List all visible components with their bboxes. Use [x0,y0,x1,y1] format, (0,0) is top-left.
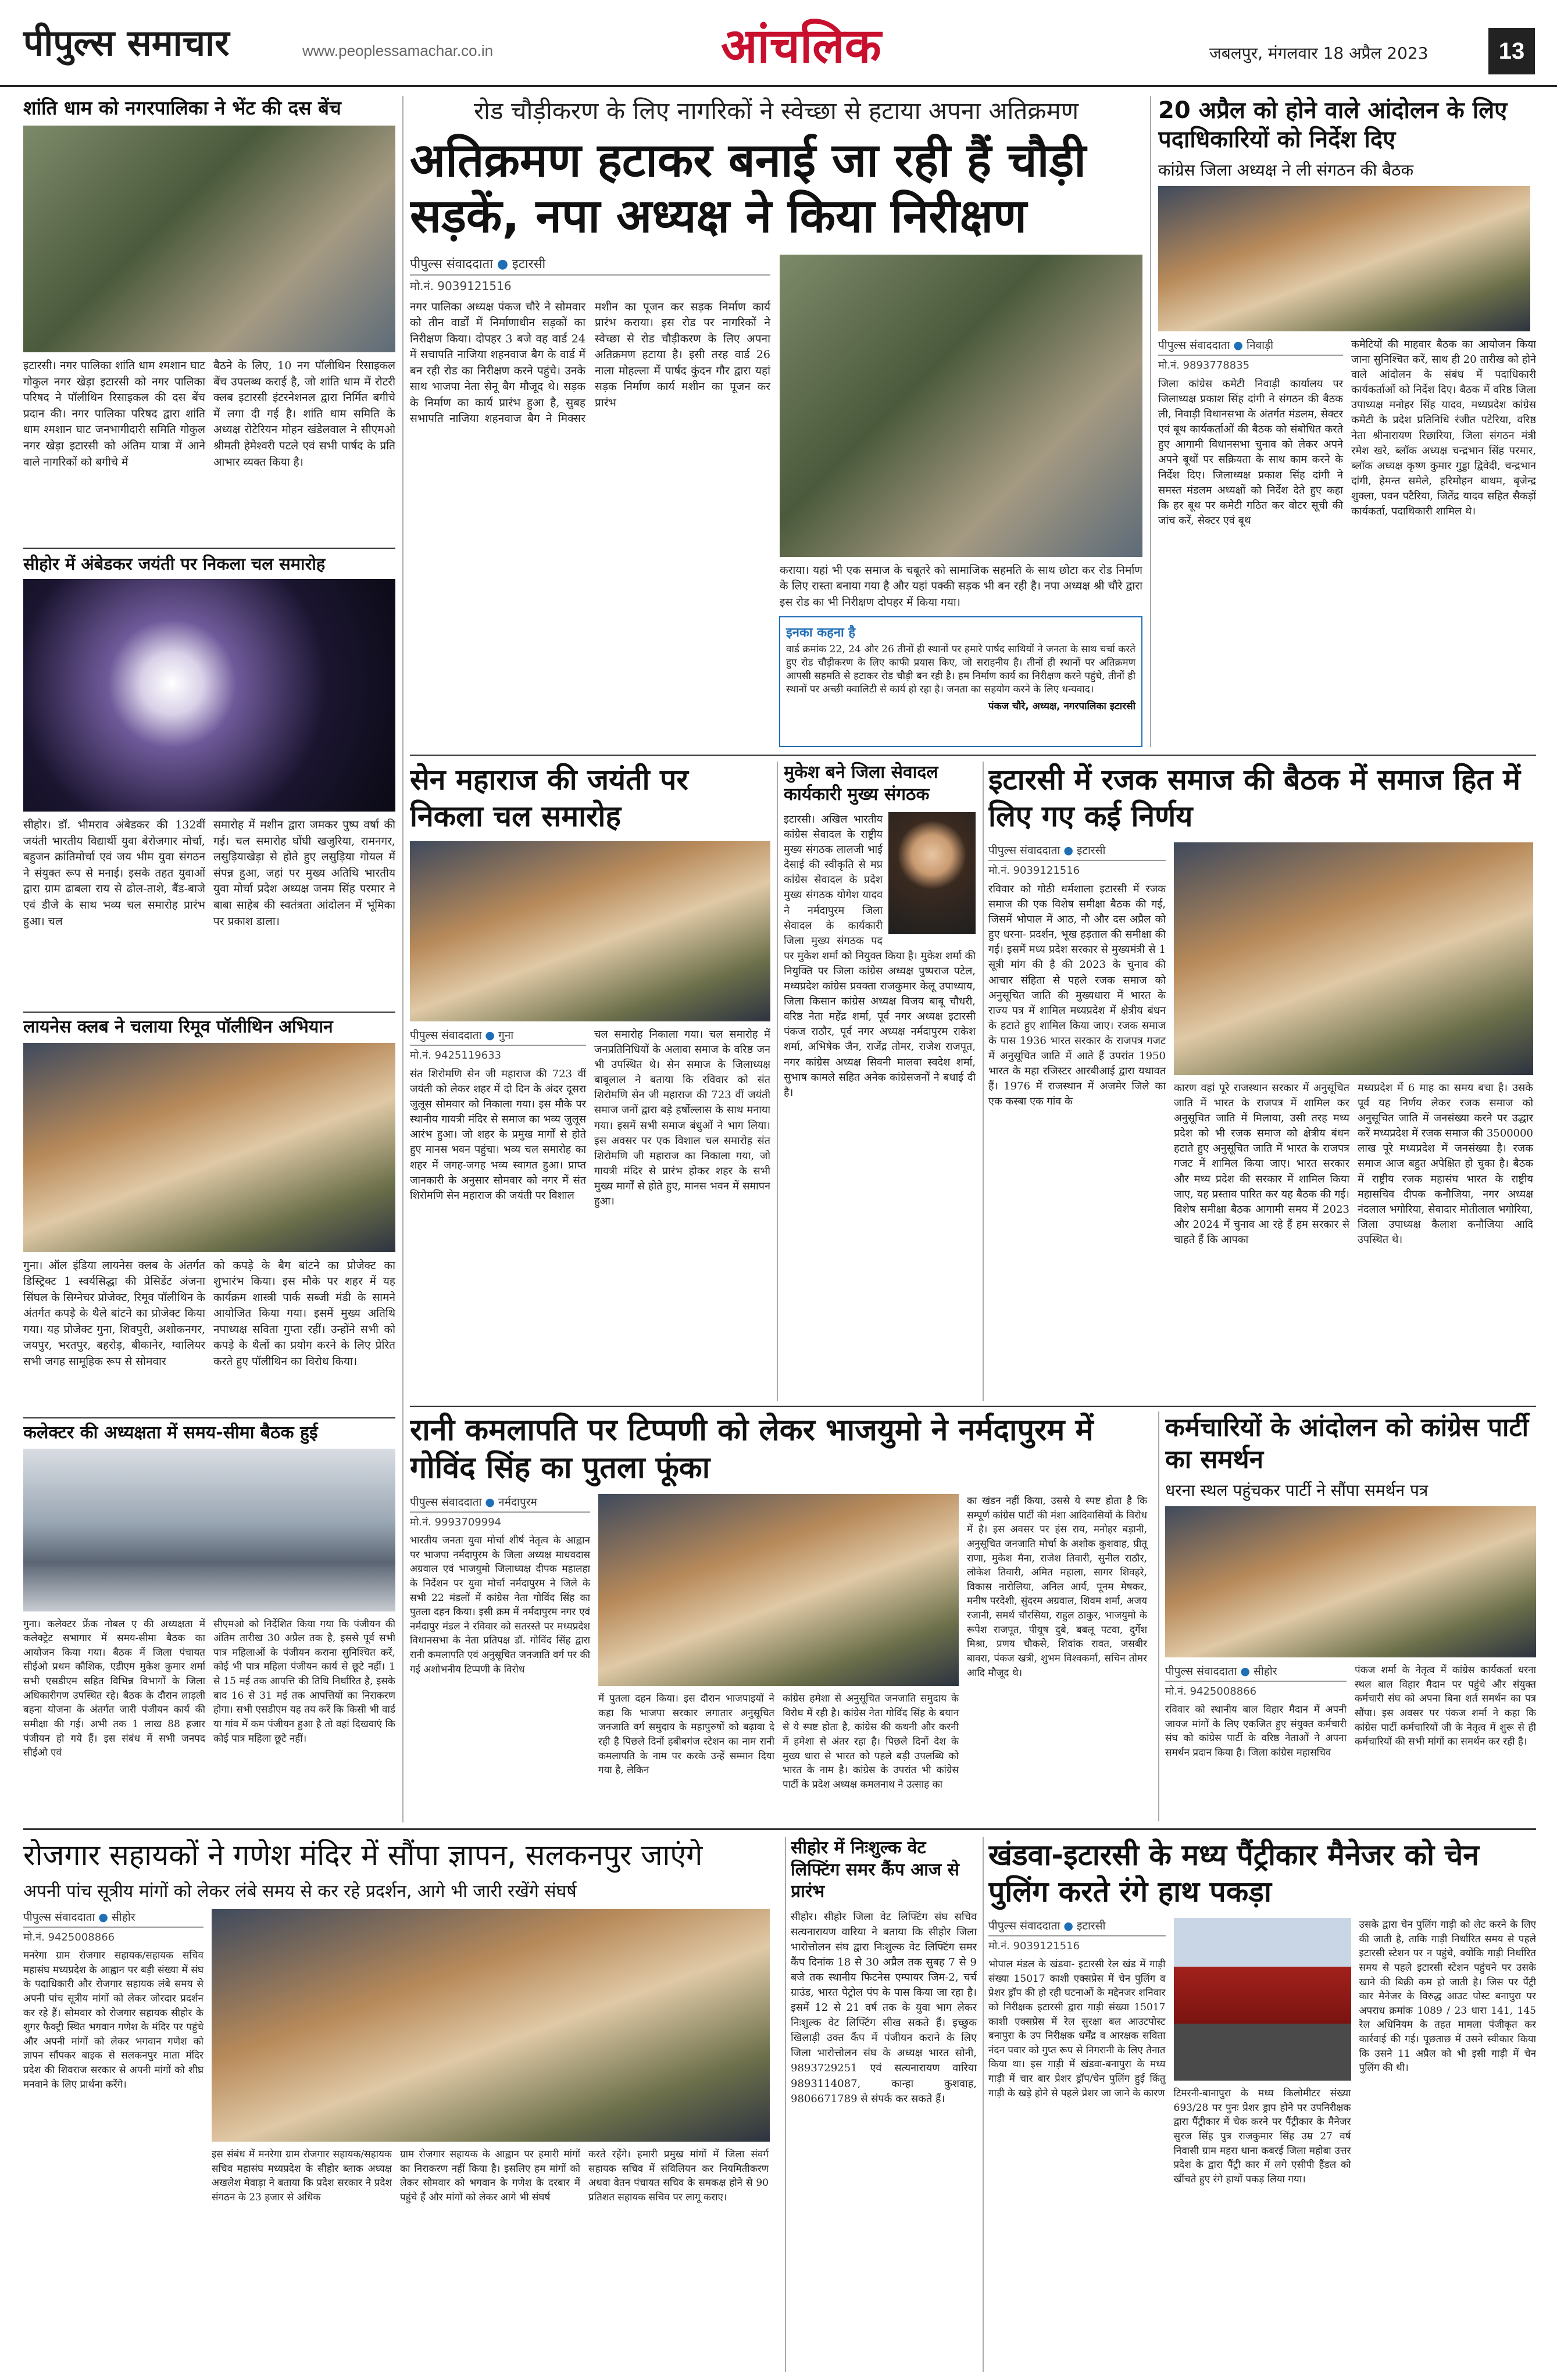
section-title: आंचलिक [721,19,881,74]
byline-place: नर्मदापुरम [498,1496,537,1509]
byline-reporter: पीपुल्स संवाददाता [410,256,493,271]
story-rani-kamlapati [410,1411,1154,1824]
divider [23,548,395,549]
mobile-number: मो.नं. 9039121516 [988,864,1080,877]
byline [410,1027,586,1046]
story-body: इटारसी। नगर पालिका शांति धाम श्मशान घाट गोकुल नगर खेड़ा इटारसी को नगर पालिका परिषद ने पॉलीथिन रिसाइकल की दस बेंच प्रदान की। नगर पालिका परिषद द्वारा शांति धाम श्मशान घाट जनभागीदारी समिति गोकुल नगर खेड़ा इटारसी को अंतिम यात्रा में आने वाले नागरिकों को बगीचे में [23,359,205,469]
divider [410,1406,1536,1407]
bullet-icon: ● [98,1911,112,1924]
headline: शांति धाम को नगरपालिका ने भेंट की दस बेंच [23,97,341,119]
byline-reporter: पीपुल्स संवाददाता [1158,339,1230,352]
story-body: गुना। ऑल इंडिया लायनेस क्लब के अंतर्गत डिस्ट्रिक्ट 1 स्वर्यसिद्धा की प्रेसिडेंट अंजना सिंघल के सिग्नेचर प्रोजेक्ट, रिमूव पॉलीथिन के अंतर्गत कपड़े के थैले बांटने का प्रोजेक्ट किया गया। यह प्रोजेक्ट गुना, शिवपुरी, अशोकनगर, जयपुर, भरतपुर, बहरोड़, बीकानेर, ग्वालियर सभी जगह सामूहिक रूप से सोमवार [23,1259,205,1368]
mobile-number: मो.नं. 9893778835 [1158,359,1250,371]
photo-road-construction [780,255,1142,557]
site-url[interactable]: www.peoplessamachar.co.in [302,42,494,59]
byline [410,1494,590,1513]
story-body: समारोह में मशीन द्वारा जमकर पुष्प वर्षा की गई। चल समारोह घोंघी खजुरिया, रामनगर, लसुड़ियाखेड़ा से होते हुए लसुड़िया गोयल में संपन्न हुआ, जहां पर मुख्य अतिथि भारतीय युवा मोर्चा प्रदेश अध्यक्ष जनम सिंह परमार ने बाबा साहेब की स्वतंत्रता आंदोलन में भूमिका पर प्रकाश डाला। [213,819,395,928]
photo-meeting-hall [23,1449,395,1611]
divider [23,1012,395,1013]
byline-place: इटारसी [512,256,546,271]
bullet-icon: ● [1063,1920,1077,1932]
byline-place: इटारसी [1077,1920,1106,1932]
mobile-number: मो.नं. 9425008866 [1165,1685,1257,1698]
byline-reporter: पीपुल्स संवाददाता [410,1496,482,1509]
bullet-icon: ● [485,1029,499,1042]
byline-reporter: पीपुल्स संवाददाता [410,1029,482,1042]
mobile-number: मो.नं. 9425008866 [23,1931,115,1943]
story-body: इटारसी। अखिल भारतीय कांग्रेस सेवादल के राष्ट्रीय मुख्य संगठक लालजी भाई देसाई की स्वीकृति से मप्र कांग्रेस सेवादल के प्रदेश मुख्य संगठक योगेश यादव ने नर्मदापुरम जिला सेवादल के कार्यकारी जिला मुख्य संगठक पद पर मुकेश शर्मा को नियुक्त किया है। मुकेश शर्मा की नियुक्ति पर जिला कांग्रेस अध्यक्ष पुष्पराज पटेल, मध्यप्रदेश कांग्रेस प्रवक्ता राजकुमार केलू उपाध्याय, जिला किसान कांग्रेस अध्यक्ष विजय बाबू चौधरी, वरिष्ठ नेता महेंद्र शर्मा, पूर्व नगर अध्यक्ष इटारसी पंकज राठौर, पूर्व नगर अध्यक्ष नर्मदापुरम राकेश शर्मा, अभिषेक जैन, राजेंद्र तोमर, राजेश राजपूत, नगर कांग्रेस अध्यक्ष सिवनी मालवा स्वदेश शर्मा, सुभाष कामले सहित अनेक कांग्रेसजनों ने बधाई दी है। [784,813,976,1099]
byline-reporter: पीपुल्स संवाददाता [988,844,1060,857]
photo-support-letter [1165,1506,1536,1657]
photo-train-engine [1174,1918,1351,2081]
headline: कर्मचारियों के आंदोलन को कांग्रेस पार्टी का समर्थन [1165,1413,1529,1474]
column-divider [1150,96,1151,747]
column-divider [983,1837,984,2372]
story-body: कारण वहां पूरे राजस्थान सरकार में अनुसूचित जाति में भारत के राजपत्र में शामिल कर अनुसूचित जाति में मिलाया, उसी तरह मध्य प्रदेश को भी रजक समाज को क्षेत्रीय बंधन हटाते हुए अनुसूचित जाति में भारत के राजपत्र गजट में शामिल किया जाए। भारत सरकार और मध्य प्रदेश की सरकार में शामिल किया जाए, यह प्रस्ताव पारित कर यह बैठक की गई। विशेष समीक्षा बैठक आगामी समय में 2023 और 2024 में चुनाव आ रहे हैं हम सरकार से चाहते हैं कि आपका [1174,1082,1349,1246]
photo-lioness-club [23,1043,395,1252]
story-body: ग्राम रोजगार सहायक के आह्वान पर हमारी मांगों का निराकरण नहीं किया है। इसलिए हम मांगों को लेकर सोमवार को भगवान के गणेश के दरबार में पहुंचे हैं और मांगों को लेकर आगे भी संघर्ष [400,2149,580,2203]
byline-place: निवाड़ी [1247,339,1274,352]
byline-place: गुना [498,1029,514,1042]
newspaper-logo: पीपुल्स समाचार [23,22,230,64]
story-mukesh-appointed [784,762,976,1401]
divider [23,1417,395,1418]
photo-procession [410,841,770,1021]
photo-benches [23,126,395,352]
bullet-icon: ● [1233,339,1247,352]
story-body: बैठने के लिए, 10 नग पॉलीथिन रिसाइकल बेंच उपलब्ध कराई है, जो शांति धाम में रोटरी क्लब इटारसी इंटरनेशनल द्वारा निर्मित बगीचे में लगा दी गई है। शांति धाम समिति के अध्यक्ष रोटेरियन मोहन खंडेलवाल ने सीएमओ श्रीमती हेमेश्वरी पटले एवं सभी पार्षद के प्रति आभार व्यक्त किया है। [213,359,395,469]
bullet-icon: ● [497,256,513,271]
kicker: अपनी पांच सूत्रीय मांगों को लेकर लंबे समय से कर रहे प्रदर्शन, आगे भी जारी रखेंगे संघर्ष [23,1881,577,1902]
story-body: करते रहेंगे। हमारी प्रमुख मांगों में जिला संवर्ग सहायक सचिव में संविलियन कर नियमितीकरण अथवा वेतन पंचायत सचिव के समकक्ष होने से 90 प्रतिशत सहायक सचिव पर लागू कराए। [588,2149,769,2203]
story-body: भोपाल मंडल के खंडवा- इटारसी रेल खंड में गाड़ी संख्या 15017 काशी एक्सप्रेस में चेन पुलिंग व प्रेशर ड्रॉप की हो रही घटनाओं के मद्देनजर शनिवार को निरीक्षक इटारसी द्वारा गाड़ी संख्या 15017 काशी एक्सप्रेस में रेल सुरक्षा बल आउटपोस्ट बनापुरा के उप निरीक्षक धर्मेंद्र व आरक्षक सविता नंदन पवार को गुप्त रूप से निगरानी के लिए तैनात किया था। इस गाड़ी में खंडवा-बनापुरा के मध्य गाड़ी में चार बार प्रेशर ड्रॉप/चेन पुलिंग हुई किंतु गाड़ी के खड़े होने से पहले प्रेशर जा जाने के कारण [988,1959,1166,2099]
story-body: सीएमओ को निर्देशित किया गया कि पंजीयन की अंतिम तारीख 30 अप्रैल तक है, इससे पूर्व सभी पात्र महिलाओं के पंजीयन कराना सुनिश्चित करें, कोई भी पात्र महिला पंजीयन कार्य से छूटे नहीं। 1 से 15 मई तक आपत्ति की तिथि निर्धारित है, इसके बाद 16 से 31 मई तक आपत्तियों का निराकरण होगा। सभी एसडीएम यह तय करें कि किसी भी वार्ड या गांव में कम पंजीयन हुआ है तो वहां दिखवाएं कि कोई पात्र महिला छूटे नहीं। [213,1618,395,1745]
story-body: सीहोर। सीहोर जिला वेट लिफ्टिंग संघ सचिव सत्यनारायण वारिया ने बताया कि सीहोर जिला भारोत्तोलन संघ द्वारा निःशुल्क वेट लिफ्टिंग समर कैंप दिनांक 18 से 30 अप्रैल तक सुबह 7 से 9 बजे तक स्थानीय फिटनेस एम्पायर जिम-2, चर्च ग्राउंड, भारत पेट्रोल पंप के पास किया जा रहा है। इसमें 12 से 21 वर्ष तक के युवा भाग लेकर निःशुल्क वेट लिफ्टिंग सीख सकते हैं। इच्छुक खिलाड़ी उक्त कैंप में पंजीयन कराने के लिए जिला भारोत्तोलन संघ के अध्यक्ष भारत सोनी, 9893729251 एवं सत्यनारायण वारिया 9893114087, कान्हा कुशवाह, 9806671789 से संपर्क कर सकते हैं। [791,1910,977,2105]
column-divider [402,96,403,1822]
byline-reporter: पीपुल्स संवाददाता [988,1920,1060,1932]
headline: लायनेस क्लब ने चलाया रिमूव पॉलीथिन अभियान [23,1017,333,1037]
kicker: कांग्रेस जिला अध्यक्ष ने ली संगठन की बैठक [1158,160,1414,180]
byline-place: सीहोर [112,1911,135,1924]
headline: अतिक्रमण हटाकर बनाई जा रही हैं चौड़ी सड़कें, नपा अध्यक्ष ने किया निरीक्षण [410,133,1086,243]
photo-mukesh-sharma [888,812,976,934]
story-shanti-dham [23,96,395,544]
mobile-number: मो.नं. 9039121516 [410,278,512,293]
story-body: में पुतला दहन किया। इस दौरान भाजपाइयों ने कहा कि भाजपा सरकार लगातार अनुसूचित जनजाति वर्ग समुदाय के महापुरुषों को बढ़ावा दे रही है पिछले दिनों हबीबगंज स्टेशन का नाम रानी कमलापति के नाम पर करके उन्हें सम्मान दिया गया है, लेकिन [598,1693,774,1777]
mobile-number: मो.नं. 9993709994 [410,1516,502,1528]
byline [1165,1663,1347,1682]
story-collector-meeting [23,1422,395,1823]
story-body: मध्यप्रदेश में 6 माह का समय बचा है। उसके पूर्व यह निर्णय लेकर रजक समाज को अनुसूचित जाति में जनसंख्या करने पर उद्धार करें मध्यप्रदेश में रजक समाज की 3500000 लाख पूरे मध्यप्रदेश में जनसंख्या है। रजक समाज आज बहुत अपेक्षित हो चुका है। बैठक में राष्ट्रीय रजक महासंघ भारत के राष्ट्रीय महासचिव दीपक कनौजिया, नगर अध्यक्ष नंदलाल भगोरिया, सेवादार मोतीलाल भगोरिया, जिला उपाध्यक्ष कैलाश कनौजिया आदि उपस्थित थे। [1358,1082,1533,1246]
story-employees-support [1165,1411,1536,1824]
quote-author: पंकज चौरे, अध्यक्ष, नगरपालिका इटारसी [988,700,1135,712]
headline: कलेक्टर की अध्यक्षता में समय-सीमा बैठक हुई [23,1423,318,1443]
story-body: नगर पालिका अध्यक्ष पंकज चौरे ने सोमवार को तीन वार्डों में निर्माणाधीन सड़कों का निरीक्षण किया। दोपहर 3 बजे वह वार्ड 24 में सचापति नाजिया शहनवाज बैग के वार्ड में बन रही रोड का निरीक्षण करने पहुंचे। उनके साथ भाजपा नेता सेनू बैग मौजूद थे। सड़क के निर्माण का कार्य प्रारंभ हुआ है, सुबह सभापति नाजिया शहनवाज बैग ने मिक्सर मशीन का पूजन कर सड़क निर्माण कार्य प्रारंभ कराया। इस रोड पर नागरिकों ने स्वेच्छा से रोड चौड़ीकरण के लिए अपना अतिक्रमण हटाया है। इसी तरह वार्ड 26 नाला मोहल्ला में पार्षद कुंदन गौर द्वारा यहां सड़क निर्माण कार्य मशीन का पूजन कर प्रारंभ [410,300,770,426]
column-divider [777,762,778,1401]
headline: सीहोर में अंबेडकर जयंती पर निकला चल समारोह [23,554,326,574]
story-ambedkar-jayanti [23,553,395,1007]
byline [988,1918,1166,1936]
masthead [0,0,1557,87]
headline: इटारसी में रजक समाज की बैठक में समाज हित में लिए गए कई निर्णय [988,763,1521,833]
story-lioness-club [23,1016,395,1458]
column-divider [1158,1411,1159,1821]
headline: 20 अप्रैल को होने वाले आंदोलन के लिए पदाधिकारियों को निर्देश दिए [1158,97,1508,153]
headline: सीहोर में निःशुल्क वेट लिफ्टिंग समर कैंप आज से प्रारंभ [791,1838,959,1902]
byline-place: इटारसी [1077,844,1106,857]
story-body: को कपड़े के बैग बांटने का प्रोजेक्ट का शुभारंभ किया। इस मौके पर शहर में यह कार्यक्रम शास्त्री पार्क सब्जी मंडी के सामने आयोजित किया गया। इसमें मुख्य अतिथि नपाध्यक्ष सविता गुप्ता रहीं। उन्होंने सभी को कपड़े के थैलों का प्रयोग करने के लिए प्रेरित करते हुए पॉलीथिन का विरोध किया। [213,1259,395,1368]
kicker: रोड चौड़ीकरण के लिए नागरिकों ने स्वेच्छा से हटाया अपना अतिक्रमण [473,97,1079,125]
byline-reporter: पीपुल्स संवाददाता [23,1911,95,1924]
byline-place: सीहोर [1254,1665,1277,1678]
story-body: भारतीय जनता युवा मोर्चा शीर्ष नेतृत्व के आह्वान पर भाजपा नर्मदापुरम के जिला अध्यक्ष माधवदास अग्रवाल एवं भाजयुमो जिलाध्यक्ष दीपक महालहा के निर्देशन पर युवा मोर्चा नर्मदापुरम ने जिले के सभी 22 मंडलों में कांग्रेस नेता गोविंद सिंह का पुतला दहन किया। इसी क्रम में नर्मदापुरम नगर एवं नर्मदापुर मंडल ने रविवार को सतरस्ते पर मध्यप्रदेश विधानसभा के नेता प्रतिपक्ष डॉ. गोविंद सिंह द्वारा रानी कमलापति एवं अनुसूचित जनजाति वर्ग पर की गई अशोभनीय टिप्पणी के विरोध [410,1535,590,1675]
quote-body: वार्ड क्रमांक 22, 24 और 26 तीनों ही स्थानों पर हमारे पार्षद साथियों ने जनता के साथ चर्चा करते हुए रोड चौड़ीकरण के लिए काफी प्रयास किए, जो सराहनीय है। तीनों ही स्थानों पर अतिक्रमण आपसी सहमति से हटाकर रोड चौड़ी बन रही है। हम निर्माण कार्य का निरीक्षण करने पहुंचे, तीनों ही स्थानों पर अच्छी क्वालिटी से कार्य हो रहा है। जनता का सहयोग करने के लिए धन्यवाद। [786,644,1135,695]
headline: खंडवा-इटारसी के मध्य पैंट्रीकार मैनेजर को चेन पुलिंग करते रंगे हाथ पकड़ा [988,1838,1479,1909]
story-protest-instructions [1158,96,1536,750]
story-sen-maharaj [410,762,770,1401]
headline: सेन महाराज की जयंती पर निकला चल समारोह [410,763,688,833]
page-number: 13 [1488,28,1535,74]
quote-box [779,616,1142,747]
photo-rally [23,579,395,812]
story-body: कमेटियों की माहवार बैठक का आयोजन किया जाना सुनिश्चित करें, साथ ही 20 तारीख को होने वाले आंदोलन के संबंध में पदाधिकारी कार्यकर्ताओं को निर्देश दिए। बैठक में वरिष्ठ जिला उपाध्यक्ष मनोहर सिंह यादव, मध्यप्रदेश कांग्रेस कमेटी के प्रदेश प्रतिनिधि रंजीत पटेरिया, वरिष्ठ नेता श्रीनारायण रिछारिया, जिला संगठन मंत्री रमेश खरे, ब्लॉक अध्यक्ष चन्द्रभान सिंह परमार, ब्लॉक अध्यक्ष कृष्ण कुमार गुड्डा द्विवेदी, चन्द्रभान दांगी, हेमन्त समेले, हरिमोहन बाथम, बृजेन्द्र शुक्ला, पवन पटैरिया, जितेंद्र यादव सहित सैकड़ों कार्यकर्ता, पदाधिकारी शामिल थे। [1351,338,1536,518]
divider [23,1828,1536,1830]
story-body: जिला कांग्रेस कमेटी निवाड़ी कार्यालय पर जिलाध्यक्ष प्रकाश सिंह दांगी ने संगठन की बैठक ली, निवाड़ी विधानसभा के अंतर्गत मंडलम, सेक्टर एवं बूथ कार्यकर्ताओं की बैठक को संबोधित करते हुए आगामी विधानसभा चुनाव को लेकर अपने अपने बूथों पर सक्रियता के साथ काम करने के निर्देश दिए। जिलाध्यक्ष प्रकाश सिंह दांगी ने समस्त मंडलम अध्यक्षों को निर्देश देते हुए कहा कि हर बूथ पर कमेटी गठित कर वोटर सूची की जांच करें, सेक्टर एवं बूथ [1158,378,1343,527]
photo-memorandum-temple [212,1909,770,2142]
story-body: संत शिरोमणि सेन जी महाराज की 723 वीं जयंती को लेकर शहर में दो दिन के अंदर दूसरा जुलूस सोमवार को निकाला गया। इस मौके पर स्थानीय गायत्री मंदिर से समाज का भव्य जुलूस आरंभ हुआ। जो शहर के प्रमुख मार्गों से होते हुए मानस भवन पहुंचा। भव्य चल समारोह का शहर में जगह-जगह भव्य स्वागत हुआ। प्राप्त जानकारी के अनुसार सोमवार को नगर में संत शिरोमणि सेन महाराज की जयंती पर विशाल [410,1068,586,1202]
divider [410,755,1536,756]
photo-effigy-burning [598,1494,959,1686]
headline: रानी कमलापति पर टिप्पणी को लेकर भाजयुमो ने नर्मदापुरम में गोविंद सिंह का पुतला फूंका [410,1413,1094,1485]
story-body: उसके द्वारा चेन पुलिंग गाड़ी को लेट करने के लिए की जाती है, ताकि गाड़ी निर्धारित समय से पहले इटारसी स्टेशन पर न पहुंचे, क्योंकि गाड़ी निर्धारित समय से पहले इटारसी स्टेशन पहुंचने पर उसके खाने की बिक्री कम हो जाती है। जिस पर पैंट्री कार मैनेजर के विरुद्ध आउट पोस्ट बनापुरा पर अपराध क्रमांक 1089 / 23 धारा 141, 145 रेल अधिनियम के तहत मामला पंजीकृत कर कार्रवाई की गई। पूछताछ में उसने स्वीकार किया कि उसने 11 अप्रैल को भी इसी गाड़ी में चेन पुलिंग की थी। [1359,1919,1536,2074]
byline [23,1909,203,1928]
bullet-icon: ● [1063,844,1077,857]
dateline: जबलपुर, मंगलवार 18 अप्रैल 2023 [1209,44,1429,63]
story-body: रविवार को स्थानीय बाल विहार मैदान में अपनी जायज मांगों के लिए एकजित हुए संयुक्त कर्मचारी संघ को कांग्रेस पार्टी के वरिष्ठ नेताओं ने अपना समर्थन प्रदान किया है। जिला कांग्रेस महासचिव [1165,1704,1347,1759]
story-body: मनरेगा ग्राम रोजगार सहायक/सहायक सचिव महासंघ मध्यप्रदेश के आह्वान पर बड़ी संख्या में संघ के पदाधिकारी और रोजगार सहायक लंबे समय से अपनी पांच सूत्रीय मांगों को लेकर जोरदार प्रदर्शन कर रहे हैं। सोमवार को रोजगार सहायक सीहोर के शुगर फैक्ट्री स्थित भगवान गणेश के मंदिर पर पहुंचे और अपनी मांगों को लेकर भगवान गणेश को ज्ञापन सौंपकर बाइक से सलकनपुर माता मंदिर प्रदेश की शिवराज सरकार से अपनी मांगों को शीघ्र मनवाने के लिए प्रार्थना करेंगे। [23,1950,203,2090]
story-weightlifting-camp [791,1837,977,2372]
story-body: गुना। कलेक्टर फ्रेंक नोबल ए की अध्यक्षता में कलेक्ट्रेट सभागार में समय-सीमा बैठक का आयोजन किया गया। बैठक में जिला पंचायत सीईओ प्रथम कौशिक, एडीएम मुकेश कुमार शर्मा सभी एसडीएम सहित विभिन्न विभागों के जिला अधिकारीगण उपस्थित रहे। बैठक के दौरान लाड़ली बहना योजना के अंतर्गत जारी पंजीयन कार्य की समीक्षा की गई। अभी तक 1 लाख 88 हजार पंजीयन हो गये हैं। इस संबंध में सभी जनपद सीईओ एवं [23,1618,205,1759]
headline: मुकेश बने जिला सेवादल कार्यकारी मुख्य संगठक [784,762,938,805]
story-body: चल समारोह निकाला गया। चल समारोह में जनप्रतिनिधियों के अलावा समाज के वरिष्ठ जन भी उपस्थित थे। सेन समाज के जिलाध्यक्ष बाबूलाल ने बताया कि रविवार को संत शिरोमणि सेन जी महाराज की 723 वीं जयंती समाज जनों द्वारा बड़े हर्षोल्लास के साथ मनाया गया। इसमें सभी समाज बंधुओं ने भाग लिया। इस अवसर पर एक विशाल चल समारोह संत शिरोमणि जी महाराज का निकाला गया, जो गायत्री मंदिर से प्रारंभ होकर शहर के सभी मुख्य मार्गों से होते हुए, मानस भवन में समापन हुआ। [594,1028,770,1208]
kicker: धरना स्थल पहुंचकर पार्टी ने सौंपा समर्थन पत्र [1165,1481,1429,1500]
column-divider [983,762,984,1401]
story-pantry-car [988,1837,1536,2372]
column-divider [785,1837,786,2372]
story-body: कांग्रेस हमेशा से अनुसूचित जनजाति समुदाय के विरोध में रही है। कांग्रेस नेता गोविंद सिंह के बयान से ये स्पष्ट होता है, कांग्रेस की कथनी और करनी में हमेशा से अंतर रहा है। पिछले दिनों देश के मुख्य धारा से भारत को पहले बड़ी उपलब्धि को भारत के नाम है। कांग्रेस के उपरांत भी कांग्रेस पार्टी के प्रदेश अध्यक्ष कमलनाथ ने उत्साह का [783,1693,959,1791]
bullet-icon: ● [485,1496,499,1509]
photo-rajak-meeting [1174,842,1533,1075]
story-body: टिमरनी-बानापुरा के मध्य किलोमीटर संख्या 693/28 पर पुनः प्रेशर ड्राप होने पर उपनिरीक्षक द्वारा पैंट्रीकार में चेक करने पर पैंट्रीकार के मैनेजर सुरज सिंह पुत्र राजकुमार सिंह उम्र 27 वर्ष निवासी ग्राम महरा थाना कबरई जिला महोबा उत्तर प्रदेश के द्वारा पैंट्री कार में लगे एसीपी हैंडल को खींचते हुए रंगे हाथों पकड़ लिया गया। [1173,2088,1351,2185]
mobile-number: मो.नं. 9039121516 [988,1940,1080,1952]
mobile-number: मो.नं. 9425119633 [410,1049,502,1062]
quote-title: इनका कहना है [786,626,856,640]
byline [410,255,770,276]
byline [1158,337,1343,356]
story-body: पंकज शर्मा के नेतृत्व में कांग्रेस कार्यकर्ता धरना स्थल बाल विहार मैदान पर पहुंचे और संयुक्त कर्मचारी संघ को अपना बिना शर्त समर्थन का पत्र सौंपा। इस अवसर पर पंकज शर्मा ने कहा कि कांग्रेस पार्टी कर्मचारियों जी के नेतृत्व में शुरू से ही कर्मचारियों की सभी मांगों का समर्थन कर रही है। [1355,1664,1536,1748]
byline-reporter: पीपुल्स संवाददाता [1165,1665,1237,1678]
byline [988,842,1166,861]
bullet-icon: ● [1240,1665,1254,1678]
story-body: कराया। यहां भी एक समाज के चबूतरे को सामाजिक सहमति के साथ छोटा कर रोड निर्माण के लिए रास्ता बनाया गया है और यहां पक्की सड़क भी बन रही है। नपा अध्यक्ष श्री चौरे द्वारा इस रोड का भी निरीक्षण दोपहर में किया गया। [780,563,1142,609]
story-body: रविवार को गोठी धर्मशाला इटारसी में रजक समाज की एक विशेष समीक्षा बैठक की गई, जिसमें भोपाल में आठ, नौ और दस अप्रैल को हुए धरना- प्रदर्शन, भूख हड़ताल की समीक्षा की गई। इसमें मध्य प्रदेश सरकार से मुख्यमंत्री से 1 सूत्री मांग की है की 2023 के चुनाव की आचार संहिता से पहले रजक समाज को अनुसूचित जाति की मुख्यधारा में भारत के राज्य पत्र में शामिल मध्यप्रदेश में क्षेत्रीय बंधन के हटाते हुए शामिल किया जाए। रजक समाज के पास 1936 भारत सरकार के राजपत्र गजट में अनुसूचित जाति में आते हैं उपरांत 1950 भारत के महा रजिस्टर आरबीआई द्वारा यथावत हैं। 1976 में राजस्थान में अजमेर जिले का एक कस्बा एक गांव के [988,883,1166,1108]
story-body: सीहोर। डॉ. भीमराव अंबेडकर की 132वीं जयंती भारतीय विद्यार्थी युवा बेरोजगार मोर्चा, बहुजन क्रांतिमोर्चा एवं जय भीम युवा संगठन ने संयुक्त रूप से मनाई। इसके तहत युवाओं द्वारा ग्राम ढाबला राय से ढोल-ताशे, बैंड-बाजे एवं डीजे के साथ भव्य चल समारोह प्रारंभ हुआ। चल [23,819,205,928]
headline: रोजगार सहायकों ने गणेश मंदिर में सौंपा ज्ञापन, सलकनपुर जाएंगे [23,1838,703,1872]
story-body: का खंडन नहीं किया, उससे ये स्पष्ट होता है कि सम्पूर्ण कांग्रेस पार्टी की मंशा आदिवासियों के विरोध में है। इस अवसर पर हंस राय, मनोहर बड़ानी, अनुसूचित जनजाति मोर्चा के अशोक कुशवाह, प्रीतू राणा, मुकेश मैना, राजेश तिवारी, सुनील राठौर, लोकेश तिवारी, अमित महाला, सागर शिवहरे, विकास नारोलिया, अनिल आर्य, पूनम मेषकर, मनीष परदेशी, सुंदरम अग्रवाल, शिवम शर्मा, अजय रजानी, समर्थ चौरसिया, राहुल ठाकुर, भाजयुमो के रूपेश राजपूत, पीयूष दुबे, बबलू पटवा, दुर्गेश मिश्रा, प्रणय चौकसे, शिवांक रावत, जसबीर बावरा, पंकज खत्री, शुभम विश्वकर्मा, सचिन तोमर आदि मौजूद थे। [967,1495,1147,1679]
story-rozgar-sahayak [23,1837,779,2372]
story-rajak-samaj [988,762,1536,1401]
story-body: इस संबंध में मनरेगा ग्राम रोजगार सहायक/सहायक सचिव महासंघ मध्यप्रदेश के सीहोर ब्लाक अध्यक्ष अखलेश मेवाड़ा ने बताया कि प्रदेश सरकार ने प्रदेश संगठन के 23 हजार से अधिक [212,2149,392,2203]
